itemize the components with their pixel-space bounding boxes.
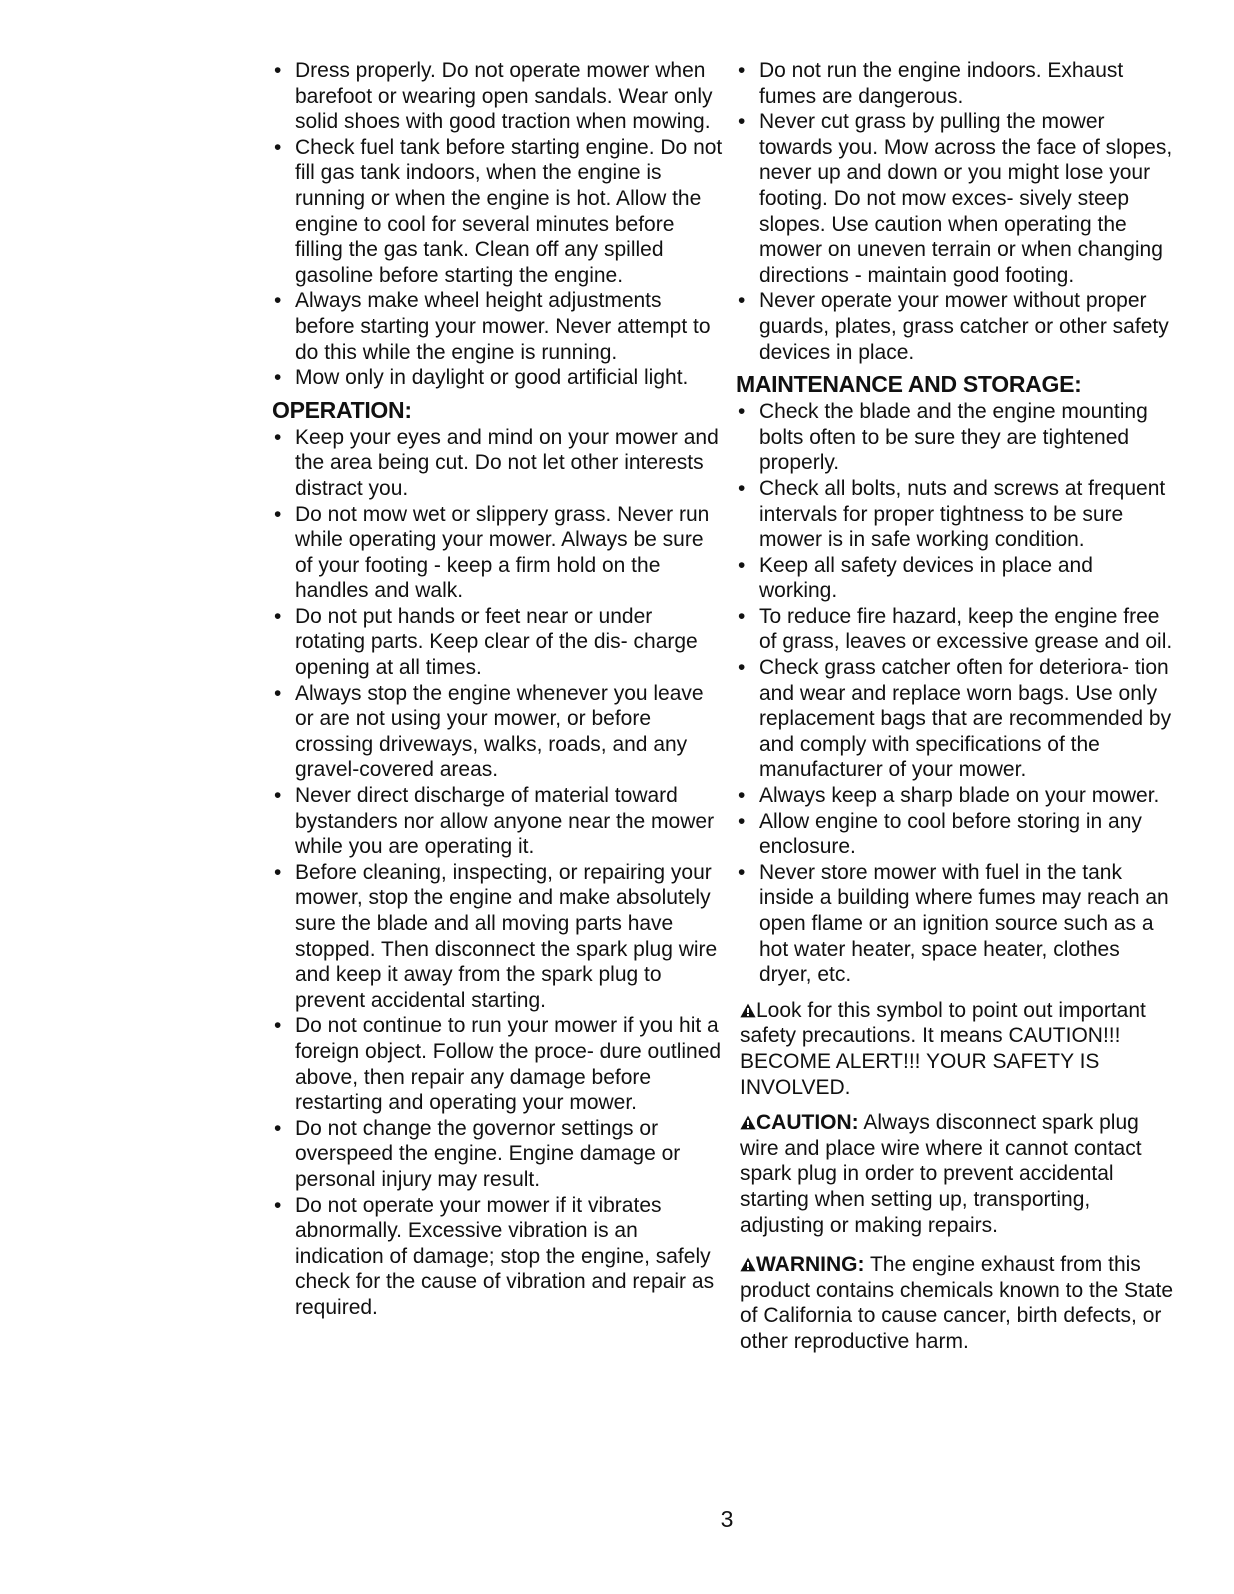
list-item: • To reduce fire hazard, keep the engine free of grass, leaves or excessive grease and oil. [736, 604, 1176, 655]
list-item: • Check the blade and the engine mounting bolts often to be sure they are tightened properly. [736, 399, 1176, 476]
list-item: • Do not change the governor settings or overspeed the engine. Engine damage or personal injury may result. [272, 1116, 724, 1193]
safety-symbol-note [740, 998, 1176, 1100]
list-item: • Always keep a sharp blade on your mower. [736, 783, 1176, 809]
list-item: • Check all bolts, nuts and screws at frequent intervals for proper tightness to be sure mower is in safe working condition. [736, 476, 1176, 553]
maintenance-heading: MAINTENANCE AND STORAGE: [736, 371, 1082, 398]
symbol-note-text: Look for this symbol to point out important safety precautions. It means CAUTION!!! BECOME ALERT!!! YOUR SAFETY IS INVOLVED. [740, 998, 1146, 1099]
list-item: • Never direct discharge of material toward bystanders nor allow anyone near the mower while you are operating it. [272, 783, 724, 860]
list-item: • Always make wheel height adjustments before starting your mower. Never attempt to do this while the engine is running. [272, 288, 724, 365]
list-item: • Never store mower with fuel in the tank inside a building where fumes may reach an open flame or an ignition source such as a hot water heater, space heater, clothes dryer, etc. [736, 860, 1176, 988]
page-number: 3 [720, 1506, 734, 1532]
list-item: • Check grass catcher often for deteriora- tion and wear and replace worn bags. Use only replacement bags that are recommended by and comply with specifications of the manufacturer of your mower. [736, 655, 1176, 783]
list-item: • Do not put hands or feet near or under rotating parts. Keep clear of the dis- charge opening at all times. [272, 604, 724, 681]
operation-list-continued [736, 58, 1176, 365]
caution-label: CAUTION: [756, 1111, 859, 1135]
warning-note [740, 1252, 1176, 1354]
operation-heading: OPERATION: [272, 396, 412, 423]
list-item: • Do not continue to run your mower if you hit a foreign object. Follow the proce- dure outlined above, then repair any damage before restarting and operating your mower. [272, 1013, 724, 1115]
safety-alert-icon [740, 1115, 756, 1130]
list-item: • Do not run the engine indoors. Exhaust fumes are dangerous. [736, 58, 1176, 109]
intro-safety-list [272, 58, 724, 391]
maintenance-list [736, 399, 1176, 988]
list-item: • Keep all safety devices in place and working. [736, 553, 1176, 604]
list-item: • Allow engine to cool before storing in any enclosure. [736, 809, 1176, 860]
warning-label: WARNING: [756, 1253, 865, 1277]
list-item: • Check fuel tank before starting engine. Do not fill gas tank indoors, when the engine is running or when the engine is hot. Allow the engine to cool for several minutes before filling the gas tank. Clean off any spilled gasoline before starting the engine. [272, 135, 724, 289]
list-item: • Before cleaning, inspecting, or repairing your mower, stop the engine and make absolutely sure the blade and all moving parts have stopped. Then disconnect the spark plug wire and keep it away from the spark plug to prevent accidental starting. [272, 860, 724, 1014]
list-item: • Never cut grass by pulling the mower towards you. Mow across the face of slopes, never up and down or you might lose your footing. Do not mow exces- sively steep slopes. Use caution when operating the mower on uneven terrain or when changing directions - maintain good footing. [736, 109, 1176, 288]
operation-list [272, 425, 724, 1321]
safety-alert-icon [740, 1257, 756, 1272]
safety-alert-icon [740, 1003, 756, 1018]
warning-text: The engine exhaust from this product contains chemicals known to the State of California to cause cancer, birth defects, or other reproductive harm. [740, 1253, 1174, 1353]
caution-note [740, 1110, 1176, 1238]
list-item: • Keep your eyes and mind on your mower and the area being cut. Do not let other interests distract you. [272, 425, 724, 502]
list-item: • Do not operate your mower if it vibrates abnormally. Excessive vibration is an indication of damage; stop the engine, safely check for the cause of vibration and repair as required. [272, 1193, 724, 1321]
list-item: • Dress properly. Do not operate mower when barefoot or wearing open sandals. Wear only solid shoes with good traction when mowing. [272, 58, 724, 135]
list-item: • Always stop the engine whenever you leave or are not using your mower, or before crossing driveways, walks, roads, and any gravel-covered areas. [272, 681, 724, 783]
list-item: • Never operate your mower without proper guards, plates, grass catcher or other safety devices in place. [736, 288, 1176, 365]
left-column [272, 58, 724, 1321]
caution-text: Always disconnect spark plug wire and place wire where it cannot contact spark plug in order to prevent accidental starting when setting up, transporting, adjusting or making repairs. [740, 1111, 1142, 1237]
right-column [736, 58, 1176, 1355]
list-item: • Mow only in daylight or good artificial light. [272, 365, 724, 391]
list-item: • Do not mow wet or slippery grass. Never run while operating your mower. Always be sure of your footing - keep a firm hold on the handles and walk. [272, 502, 724, 604]
